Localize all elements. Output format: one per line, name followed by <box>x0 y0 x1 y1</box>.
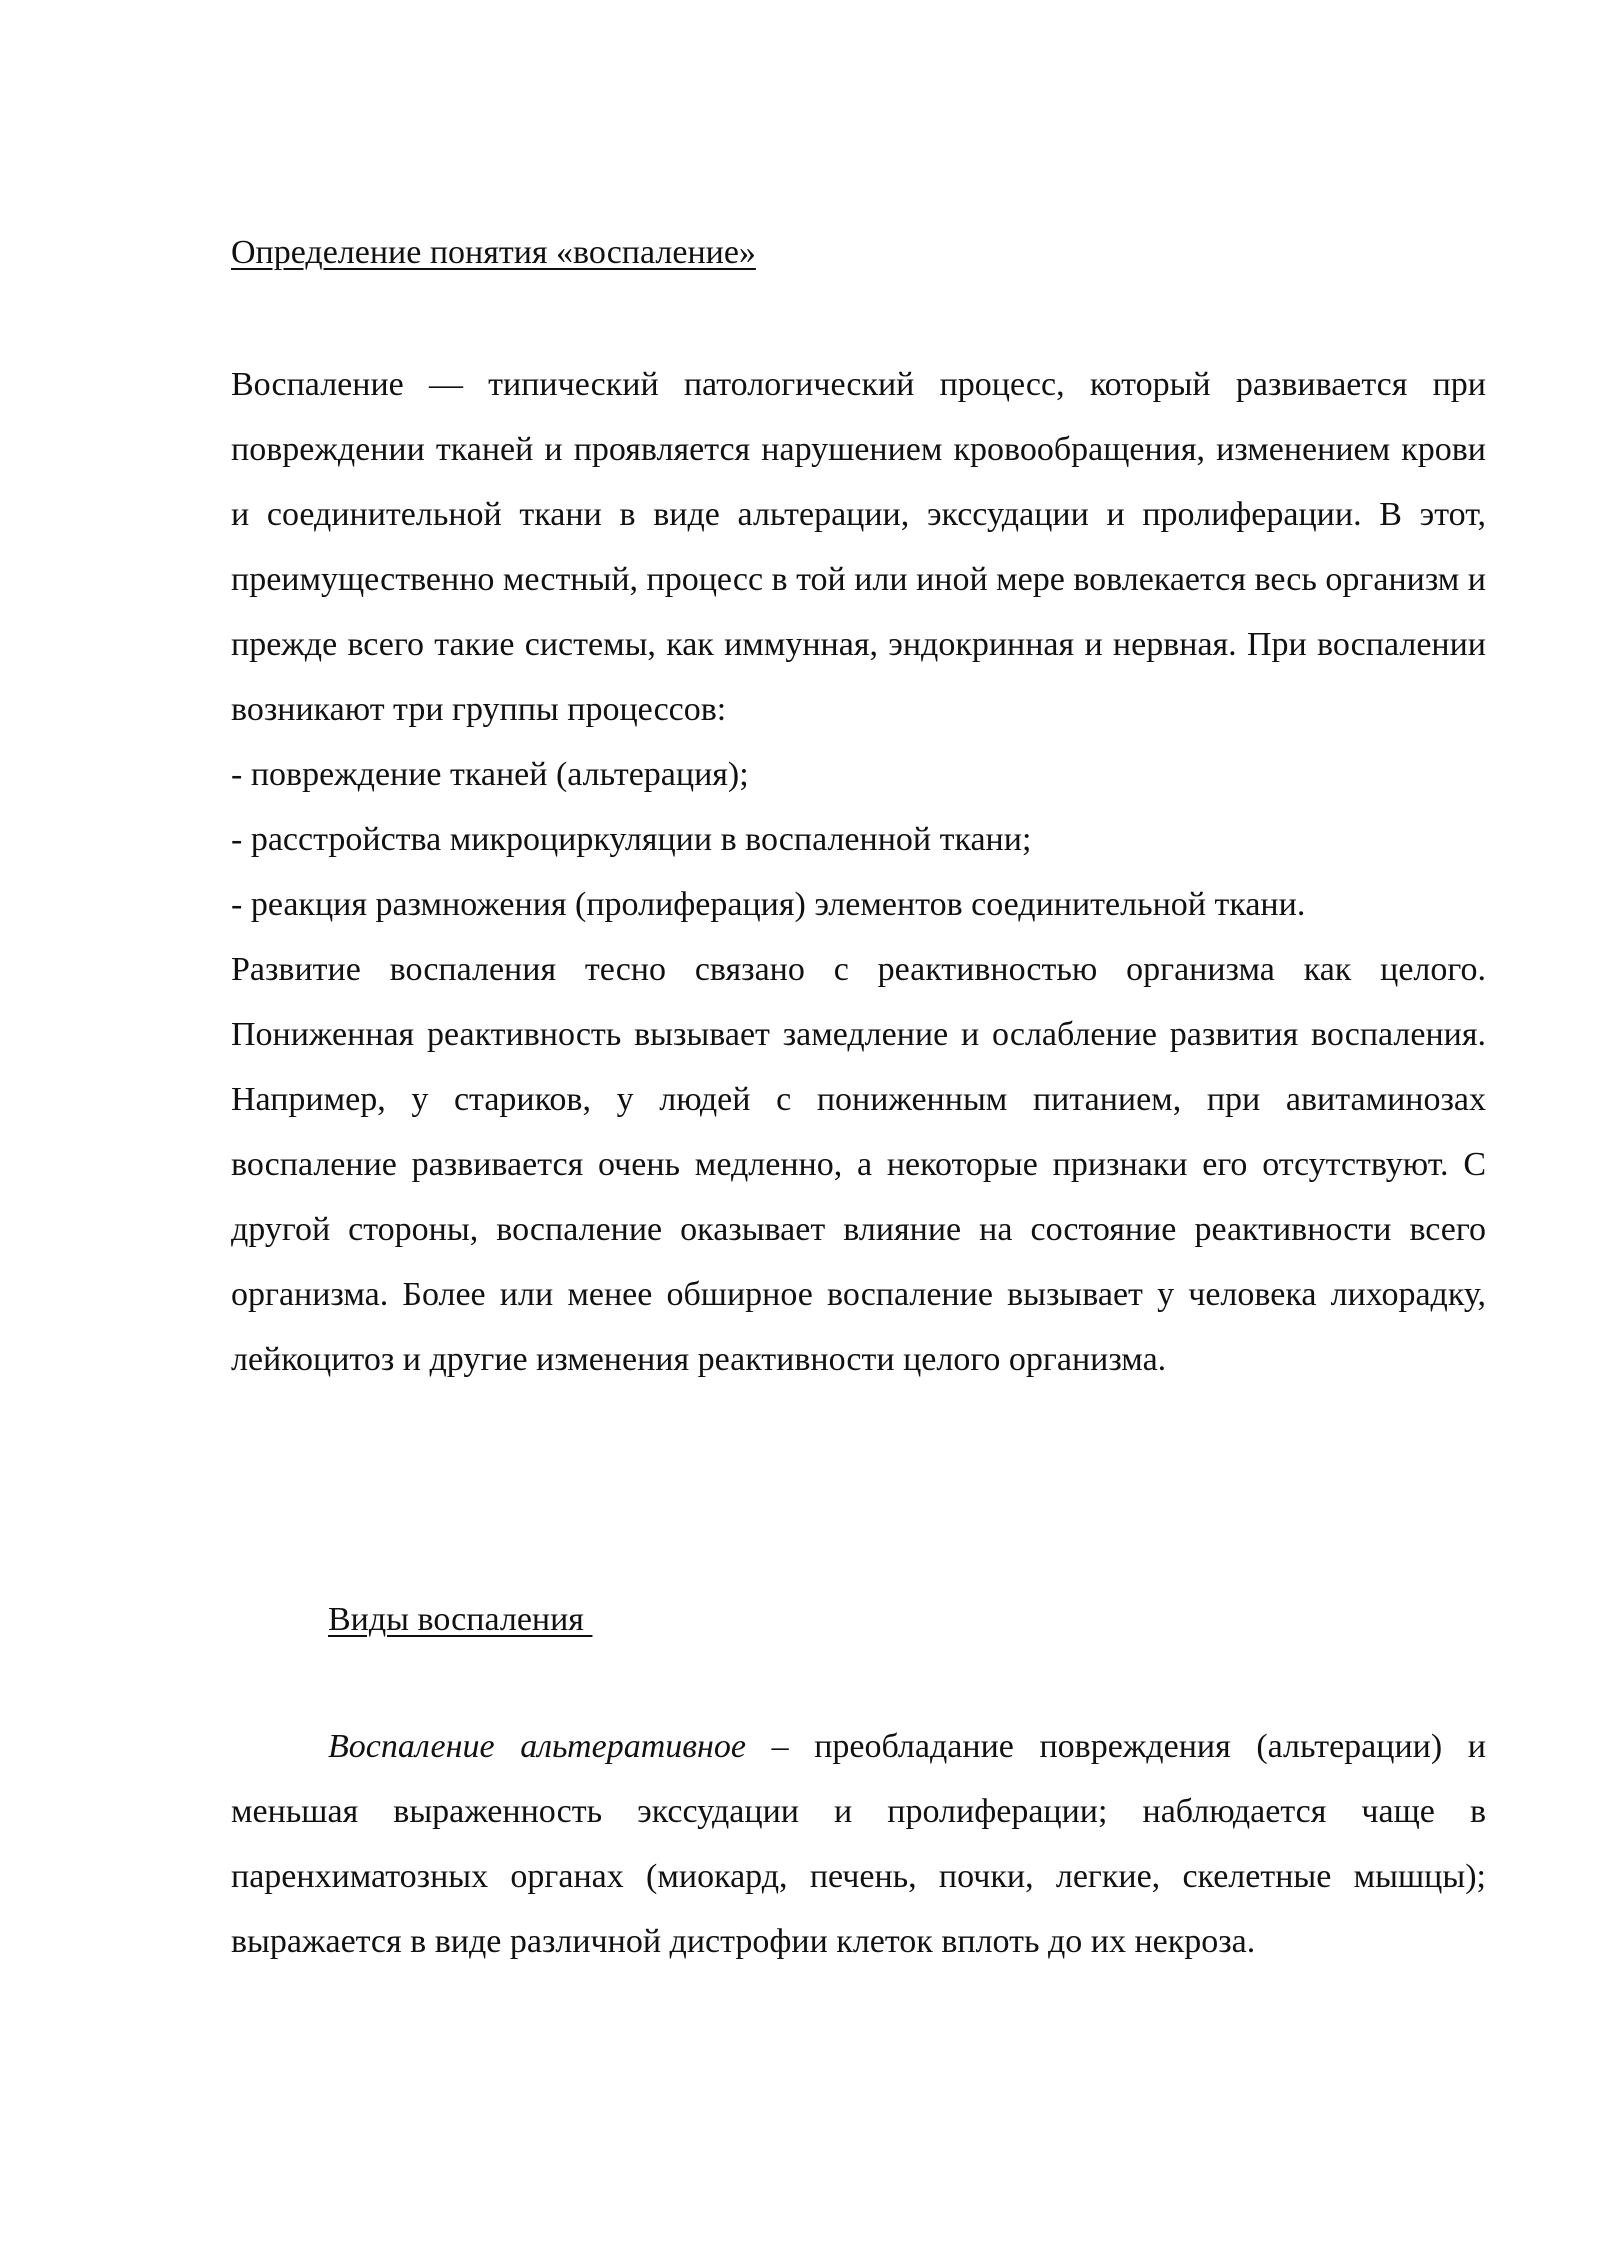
list-item-microcirculation: - расстройства микроциркуляции в воспаленной ткани; <box>231 821 1032 858</box>
paragraph-reactivity: Развитие воспаления тесно связано с реактивностью организма как целого. Пониженная реактивность вызывает замедление и ослабление развития воспаления. Например, у стариков, у людей с пониженным питанием, при авитаминозах воспаление развивается очень медленно, а некоторые признаки его отсутствуют. С другой стороны, воспаление оказывает влияние на состояние реактивности всего организма. Более или менее обширное воспаление вызывает у человека лихорадку, лейкоцитоз и другие изменения реактивности целого организма. <box>231 951 1486 1378</box>
paragraph-intro: Воспаление — типический патологический процесс, который развивается при повреждении тканей и проявляется нарушением кровообращения, изменением крови и соединительной ткани в виде альтерации, экссудации и пролиферации. В этот, преимущественно местный, процесс в той или иной мере вовлекается весь организм и прежде всего такие системы, как иммунная, эндокринная и нервная. При воспалении возникают три группы процессов: <box>231 366 1486 728</box>
term-alterative-inflammation: Воспаление альтеративное <box>328 1728 746 1765</box>
section-heading-types: Виды воспаления <box>328 1601 593 1638</box>
term-definition: – преобладание повреждения (альтерации) и меньшая выраженность экссудации и пролиферации; наблюдается чаще в паренхиматозных органах (миокард, печень, почки, легкие, скелетные мышцы); выражается в виде различной дистрофии клеток вплоть до их некроза. <box>231 1728 1486 1960</box>
paragraph-alterative-inflammation <box>231 1714 1486 1974</box>
list-item-alteration: - повреждение тканей (альтерация); <box>231 756 749 793</box>
definition-section-body <box>231 352 1486 1392</box>
types-section-body <box>231 1714 1486 1974</box>
list-item-proliferation: - реакция размножения (пролиферация) элементов соединительной ткани. <box>231 886 1306 923</box>
section-heading-definition: Определение понятия «воспаление» <box>231 234 756 271</box>
